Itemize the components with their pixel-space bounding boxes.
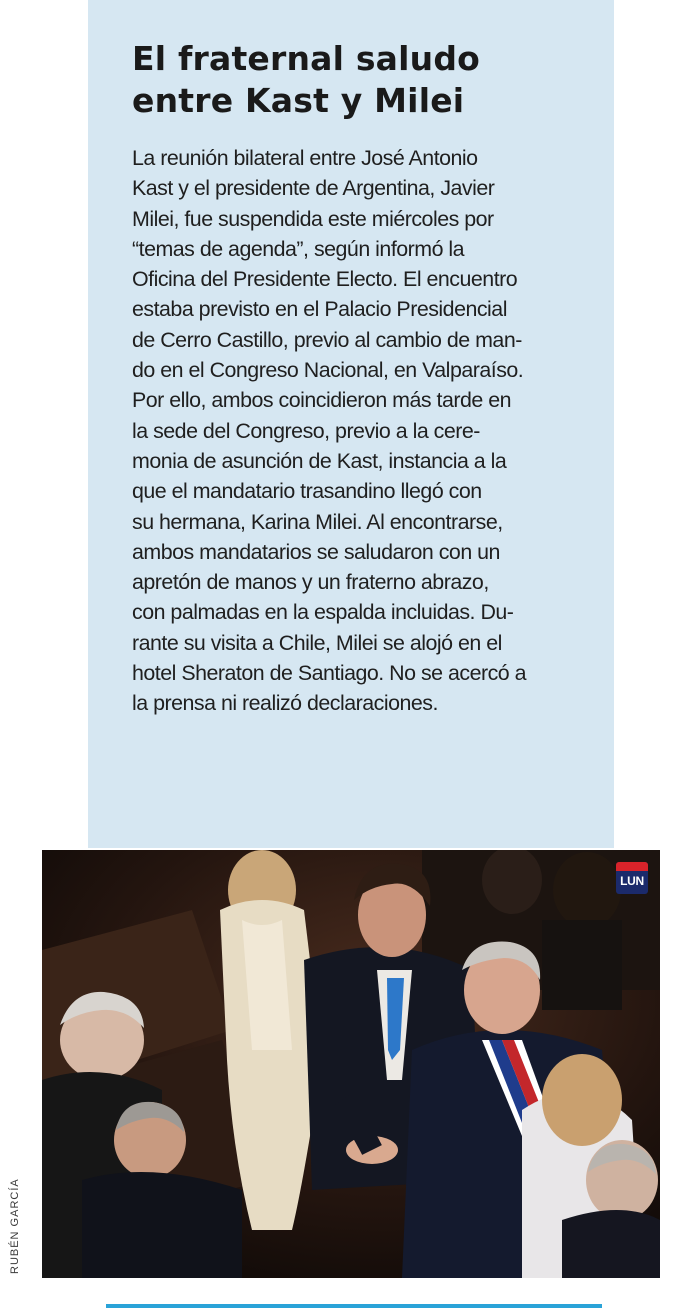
- body-line: Por ello, ambos coincidieron más tarde en: [132, 388, 511, 413]
- body-line: Milei, fue suspendida este miércoles por: [132, 206, 494, 231]
- body-line: “temas de agenda”, según informó la: [132, 236, 465, 261]
- lun-logo-text: LUN: [620, 874, 644, 888]
- body-line: Kast y el presidente de Argentina, Javier: [132, 176, 495, 201]
- photo-illustration: [42, 850, 660, 1278]
- headline-line: El fraternal saludo: [132, 39, 481, 78]
- body-line: su hermana, Karina Milei. Al encontrarse,: [132, 509, 503, 534]
- body-line: apretón de manos y un fraterno abrazo,: [132, 570, 489, 595]
- article-body: [132, 143, 602, 719]
- body-line: La reunión bilateral entre José Antonio: [132, 146, 478, 170]
- body-line: estaba previsto en el Palacio Presidencial: [132, 297, 507, 322]
- body-line: con palmadas en la espalda incluidas. Du-: [132, 600, 514, 625]
- body-line: monia de asunción de Kast, instancia a la: [132, 448, 507, 473]
- body-line: que el mandatario trasandino llegó con: [132, 479, 482, 504]
- lun-logo: [616, 862, 648, 894]
- headline-line: entre Kast y Milei: [132, 81, 465, 120]
- body-line: la prensa ni realizó declaraciones.: [132, 691, 438, 716]
- body-line: hotel Sheraton de Santiago. No se acercó a: [132, 661, 527, 686]
- body-line: Oficina del Presidente Electo. El encuentro: [132, 267, 518, 292]
- news-photo: [42, 850, 660, 1278]
- lun-logo-red-band: [616, 862, 648, 871]
- article-headline: [132, 38, 602, 122]
- body-line: do en el Congreso Nacional, en Valparaíso.: [132, 358, 524, 383]
- photo-credit: RUBÉN GARCÍA: [9, 1178, 21, 1274]
- body-line: ambos mandatarios se saludaron con un: [132, 539, 500, 564]
- body-line: rante su visita a Chile, Milei se alojó en el: [132, 630, 502, 655]
- bottom-rule: [106, 1304, 602, 1308]
- body-line: la sede del Congreso, previo a la cere-: [132, 418, 480, 443]
- body-line: de Cerro Castillo, previo al cambio de man-: [132, 327, 522, 352]
